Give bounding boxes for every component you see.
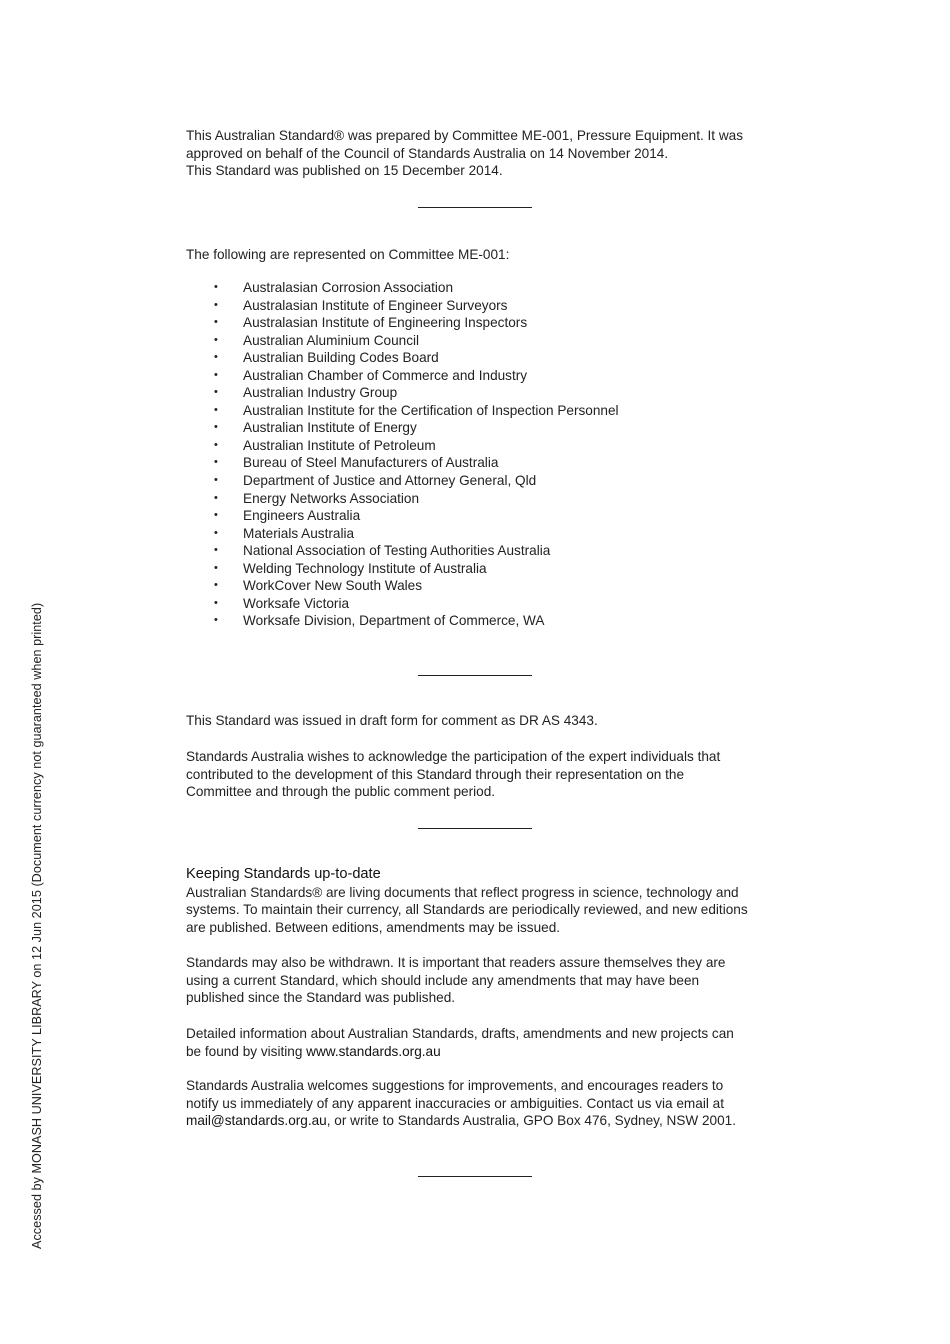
list-item: • Worksafe Division, Department of Commerce, WA	[214, 613, 545, 629]
list-item: • Materials Australia	[214, 525, 355, 541]
acknowledgement-line-2: contributed to the development of this Standard through their representation on the	[186, 766, 685, 782]
section-divider	[418, 1176, 532, 1177]
list-item: • Australian Aluminium Council	[214, 332, 420, 348]
bullet-icon: •	[214, 333, 218, 346]
bullet-icon: •	[214, 281, 218, 293]
list-item: • Bureau of Steel Manufacturers of Australia	[214, 455, 499, 471]
preamble-line-3: This Standard was published on 15 December 2014.	[186, 163, 503, 178]
preamble-line-2: approved on behalf of the Council of Standards Australia on 14 November 2014.	[186, 145, 669, 161]
uptodate-p3-line-2: be found by visiting www.standards.org.au	[186, 1043, 441, 1059]
uptodate-p3-line-1: Detailed information about Australian Standards, drafts, amendments and new projects can	[186, 1026, 734, 1041]
uptodate-p4-line-1: Standards Australia welcomes suggestions for improvements, and encourages readers to	[186, 1078, 724, 1093]
uptodate-p2-line-3: published since the Standard was published.	[186, 990, 456, 1005]
section-heading: Keeping Standards up-to-date	[186, 866, 381, 882]
preamble	[186, 127, 776, 180]
uptodate-p1-line-3: are published. Between editions, amendments may be issued.	[186, 919, 561, 935]
bullet-icon: •	[214, 421, 218, 434]
list-item: • Engineers Australia	[214, 508, 361, 524]
list-item: • Department of Justice and Attorney General, Qld	[214, 473, 537, 489]
list-item: • Australian Institute of Petroleum	[214, 437, 436, 453]
list-item: • WorkCover New South Wales	[214, 578, 423, 594]
bullet-icon: •	[214, 474, 218, 487]
draft-notice	[186, 712, 776, 730]
email-link[interactable]: mail@standards.org.au	[186, 1113, 327, 1128]
list-item: • Worksafe Victoria	[214, 595, 350, 611]
uptodate-p1-line-2: systems. To maintain their currency, all Standards are periodically reviewed, and new editions	[186, 902, 748, 917]
draft-issued-text: This Standard was issued in draft form for comment as DR AS 4343.	[186, 713, 598, 728]
bullet-icon: •	[214, 544, 218, 557]
bullet-icon: •	[214, 298, 218, 311]
list-item: • Australasian Institute of Engineering Inspectors	[214, 315, 528, 331]
acknowledgement-line-1: Standards Australia wishes to acknowledge the participation of the expert individuals that	[186, 749, 721, 764]
uptodate-p1-line-1: Australian Standards® are living documents that reflect progress in science, technology and	[186, 884, 739, 900]
bullet-icon: •	[214, 403, 218, 416]
suggestions-paragraph	[186, 1077, 776, 1130]
committee-members-list	[186, 279, 746, 630]
bullet-icon: •	[214, 561, 218, 574]
committee-intro	[186, 246, 776, 264]
preamble-line-1: This Australian Standard® was prepared by Committee ME-001, Pressure Equipment. It was	[186, 128, 744, 143]
section-divider	[418, 675, 532, 676]
bullet-icon: •	[214, 491, 218, 504]
keeping-standards-section	[186, 866, 776, 936]
list-item: • Australian Chamber of Commerce and Industry	[214, 367, 528, 383]
acknowledgement	[186, 748, 776, 801]
list-item: • National Association of Testing Authorities Australia	[214, 543, 551, 559]
uptodate-p2-line-2: using a current Standard, which should include any amendments that may have been	[186, 972, 700, 988]
list-item: • Australian Industry Group	[214, 385, 398, 401]
withdrawal-paragraph	[186, 954, 776, 1007]
uptodate-p4-line-3: mail@standards.org.au, or write to Standards Australia, GPO Box 476, Sydney, NSW 2001.	[186, 1113, 737, 1128]
list-item: • Australian Institute for the Certification of Inspection Personnel	[214, 402, 619, 418]
access-side-note: Accessed by MONASH UNIVERSITY LIBRARY on 12 Jun 2015 (Document currency not guaranteed when printed)	[30, 602, 44, 1249]
bullet-icon: •	[214, 614, 218, 627]
uptodate-p2-line-1: Standards may also be withdrawn. It is important that readers assure themselves they are	[186, 955, 726, 970]
list-item: • Australian Building Codes Board	[214, 350, 439, 366]
acknowledgement-line-3: Committee and through the public comment period.	[186, 784, 496, 799]
list-item: • Australasian Institute of Engineer Surveyors	[214, 297, 508, 313]
section-divider	[418, 207, 532, 208]
bullet-icon: •	[214, 438, 218, 451]
list-item: • Welding Technology Institute of Australia	[214, 560, 487, 576]
bullet-icon: •	[214, 526, 218, 539]
information-paragraph	[186, 1025, 776, 1060]
uptodate-p4-line-2: notify us immediately of any apparent inaccuracies or ambiguities. Contact us via email at	[186, 1095, 724, 1111]
website-link[interactable]: www.standards.org.au	[306, 1043, 441, 1059]
bullet-icon: •	[214, 596, 218, 609]
bullet-icon: •	[214, 456, 218, 469]
bullet-icon: •	[214, 351, 218, 364]
bullet-icon: •	[214, 579, 218, 592]
section-divider	[418, 828, 532, 829]
bullet-icon: •	[214, 386, 218, 399]
list-item: • Energy Networks Association	[214, 490, 420, 506]
bullet-icon: •	[214, 509, 218, 522]
bullet-icon: •	[214, 316, 218, 329]
list-item: • Australasian Corrosion Association	[214, 280, 454, 295]
bullet-icon: •	[214, 368, 218, 381]
committee-intro-text: The following are represented on Committee ME-001:	[186, 247, 510, 262]
list-item: • Australian Institute of Energy	[214, 420, 417, 436]
